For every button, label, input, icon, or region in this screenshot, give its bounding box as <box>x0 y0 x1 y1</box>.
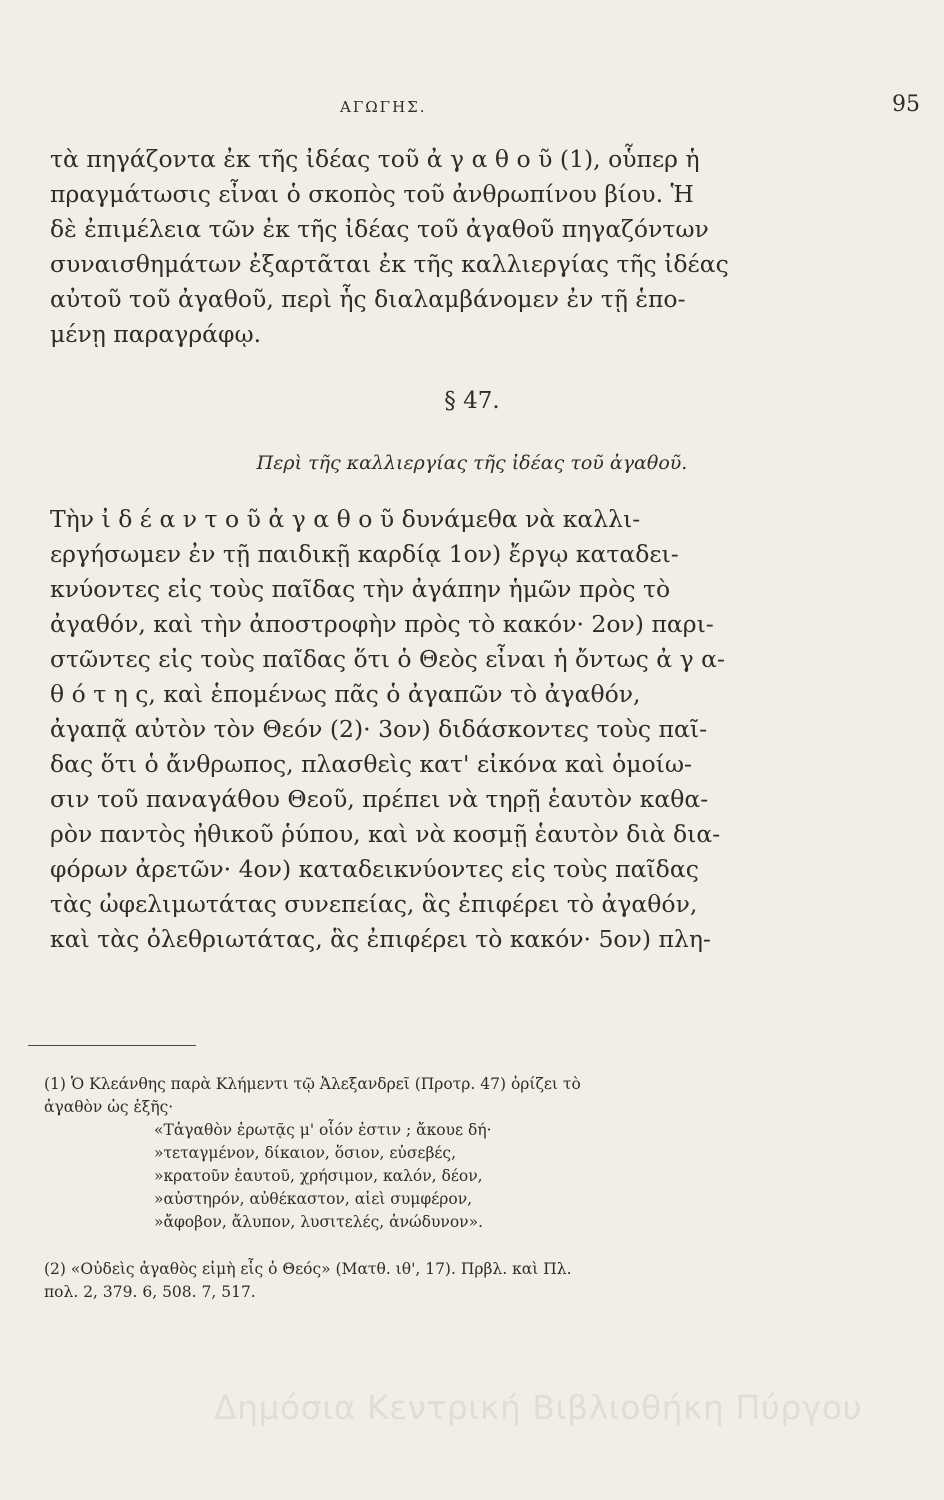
text-line: αὐτοῦ τοῦ ἀγαθοῦ, περὶ ἧς διαλαμβάνομεν ἐν τῇ ἑπο- <box>50 285 686 313</box>
footnote-line: ἀγαθὸν ὡς ἑξῆς· <box>44 1098 174 1116</box>
library-watermark: Δημόσια Κεντρική Βιβλιοθήκη Πύργου <box>214 1388 863 1427</box>
footnote-rule <box>28 1045 196 1046</box>
text-line: καὶ τὰς ὀλεθριωτάτας, ἃς ἐπιφέρει τὸ κακόν· 5ον) πλη- <box>50 925 711 953</box>
verse-line: »τεταγμένον, δίκαιον, ὅσιον, εὐσεβές, <box>154 1144 457 1162</box>
verse-line: »κρατοῦν ἑαυτοῦ, χρήσιμον, καλόν, δέον, <box>154 1167 483 1185</box>
verse-line: »αὐστηρόν, αὐθέκαστον, αἰεὶ συμφέρον, <box>154 1190 473 1208</box>
text-line: Τὴν ἰ δ έ α ν τ ο ῦ ἀ γ α θ ο ῦ δυνάμεθα νὰ καλλι- <box>50 505 641 533</box>
section-paragraph <box>50 502 892 957</box>
footnote-2 <box>44 1258 904 1304</box>
text-line: τὰς ὠφελιμωτάτας συνεπείας, ἃς ἐπιφέρει τὸ ἀγαθόν, <box>50 890 698 918</box>
text-line: στῶντες εἰς τοὺς παῖδας ὅτι ὁ Θεὸς εἶναι ἡ ὄντως ἀ γ α- <box>50 645 725 673</box>
text-line: ρὸν παντὸς ἠθικοῦ ῥύπου, καὶ νὰ κοσμῇ ἑαυτὸν διὰ δια- <box>50 820 721 848</box>
running-title: ΑΓΩΓΗΣ. <box>340 98 427 116</box>
verse-line: «Τἀγαθὸν ἐρωτᾷς μ' οἷόν ἐστιν ; ἄκουε δή· <box>154 1121 492 1139</box>
text-line: μένῃ παραγράφῳ. <box>50 320 262 348</box>
section-heading: Περὶ τῆς καλλιεργίας τῆς ἰδέας τοῦ ἀγαθοῦ. <box>256 452 688 474</box>
footnote-line: (2) «Οὐδεὶς ἀγαθὸς εἰμὴ εἷς ὁ Θεός» (Ματθ. ιθ', 17). Πρβλ. καὶ Πλ. <box>44 1260 572 1278</box>
text-line: σιν τοῦ παναγάθου Θεοῦ, πρέπει νὰ τηρῇ ἑαυτὸν καθα- <box>50 785 709 813</box>
text-line: ἀγαπᾷ αὐτὸν τὸν Θεόν (2)· 3ον) διδάσκοντες τοὺς παῖ- <box>50 715 708 743</box>
page-number: 95 <box>892 92 920 117</box>
text-line: φόρων ἀρετῶν· 4ον) καταδεικνύοντες εἰς τοὺς παῖδας <box>50 855 699 883</box>
running-head <box>0 92 944 122</box>
text-line: εργήσωμεν ἐν τῇ παιδικῇ καρδίᾳ 1ον) ἔργῳ καταδει- <box>50 540 679 568</box>
text-line: συναισθημάτων ἐξαρτᾶται ἐκ τῆς καλλιεργίας τῆς ἰδέας <box>50 250 729 278</box>
footnote-line: (1) Ὁ Κλεάνθης παρὰ Κλήμεντι τῷ Ἀλεξανδρεῖ (Προτρ. 47) ὁρίζει τὸ <box>44 1075 581 1093</box>
text-line: θ ό τ η ς, καὶ ἑπομένως πᾶς ὁ ἀγαπῶν τὸ ἀγαθόν, <box>50 680 641 708</box>
paragraph-continued <box>50 142 892 352</box>
text-line: ἀγαθόν, καὶ τὴν ἀποστροφὴν πρὸς τὸ κακόν· 2ον) παρι- <box>50 610 714 638</box>
footnote-1 <box>44 1073 904 1234</box>
verse-line: »ἄφοβον, ἄλυπον, λυσιτελές, ἀνώδυνον». <box>154 1213 483 1231</box>
text-line: κνύοντες εἰς τοὺς παῖδας τὴν ἀγάπην ἡμῶν πρὸς τὸ <box>50 575 671 603</box>
text-line: δας ὅτι ὁ ἄνθρωπος, πλασθεὶς κατ' εἰκόνα καὶ ὁμοίω- <box>50 750 692 778</box>
footnote-line: πολ. 2, 379. 6, 508. 7, 517. <box>44 1283 256 1301</box>
text-line: δὲ ἐπιμέλεια τῶν ἐκ τῆς ἰδέας τοῦ ἀγαθοῦ πηγαζόντων <box>50 215 709 243</box>
text-line: πραγμάτωσις εἶναι ὁ σκοπὸς τοῦ ἀνθρωπίνου βίου. Ἡ <box>50 180 694 208</box>
text-line: τὰ πηγάζοντα ἐκ τῆς ἰδέας τοῦ ἀ γ α θ ο ῦ (1), οὗπερ ἡ <box>50 145 700 173</box>
section-number: § 47. <box>444 388 500 414</box>
